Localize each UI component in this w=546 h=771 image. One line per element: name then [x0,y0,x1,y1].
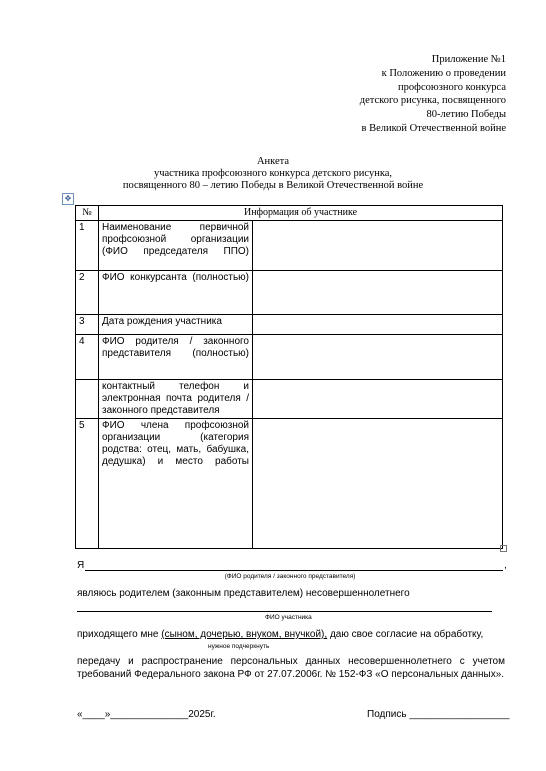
row-value-cell[interactable] [253,315,503,335]
consent-paragraph: передачу и распространение персональных данных несовершеннолетнего с учетом требований Федерального закона РФ от 27.07.2006г. № 152-ФЗ «О персональных данных». [77,656,505,680]
row-value-cell[interactable] [253,419,503,549]
row-label: ФИО конкурсанта (полностью) [99,271,253,315]
row-value-cell[interactable] [253,380,503,419]
appendix-line: детского рисунка, посвященного [359,95,506,107]
row-value-cell[interactable] [253,221,503,271]
relation-prefix: приходящего мне [77,629,159,640]
column-header-info: Информация об участнике [99,206,503,221]
table-row [76,419,503,549]
participant-table [75,205,503,549]
row-label: ФИО родителя / законного представителя (полностью) [99,335,253,380]
table-row [76,221,503,271]
appendix-line: к Положению о проведении [381,67,506,79]
fio-participant-caption: ФИО участника [265,614,312,621]
appendix-line: Приложение №1 [431,54,506,65]
row-number: 1 [76,221,99,271]
row-value-cell[interactable] [253,335,503,380]
appendix-line: профсоюзного конкурса [398,81,506,93]
row-number: 2 [76,271,99,315]
table-row [76,271,503,315]
row-number: 5 [76,419,99,549]
row-label: Наименование первичной профсоюзной организации (ФИО председателя ППО) [99,221,253,271]
table-resize-handle[interactable] [500,545,507,552]
fio-participant-line[interactable] [77,611,492,612]
form-subtitle: участника профсоюзного конкурса детского рисунка, [153,168,393,179]
relation-suffix: даю свое согласие на обработку, [329,629,484,640]
signature-field[interactable]: Подпись __________________ [367,709,510,720]
row-label: Дата рождения участника [99,315,253,335]
ya-label: Я [77,560,85,571]
row-number [76,380,99,419]
row-value-cell[interactable] [253,271,503,315]
column-header-number: № [76,206,99,221]
appendix-line: в Великой Отечественной войне [361,122,506,134]
underline-caption: нужное подчеркнуть [208,643,270,650]
table-row [76,315,503,335]
row-number: 3 [76,315,99,335]
table-row [76,335,503,380]
fio-parent-line[interactable] [85,570,503,571]
comma: , [504,560,507,571]
row-label: контактный телефон и электронная почта родителя / законного представителя [99,380,253,419]
table-row [76,380,503,419]
row-number: 4 [76,335,99,380]
relation-line [77,629,505,640]
table-move-handle-icon[interactable]: ✥ [62,193,74,205]
appendix-line: 80-летию Победы [426,109,506,121]
appendix-header [360,53,506,136]
form-title: Анкета [256,156,290,167]
being-parent-text: являюсь родителем (законным представителем) несовершеннолетнего [77,588,410,599]
fio-parent-caption: (ФИО родителя / законного представителя) [224,573,356,580]
row-label: ФИО члена профсоюзной организации (категория родства: отец, мать, бабушка, дедушка) и место работы [99,419,253,549]
form-subtitle-2: посвященного 80 – летию Победы в Великой Отечественной войне [122,180,424,191]
date-field[interactable]: «____»______________2025г. [77,709,216,720]
relation-options: (сыном, дочерью, внуком, внучкой), [161,629,328,640]
